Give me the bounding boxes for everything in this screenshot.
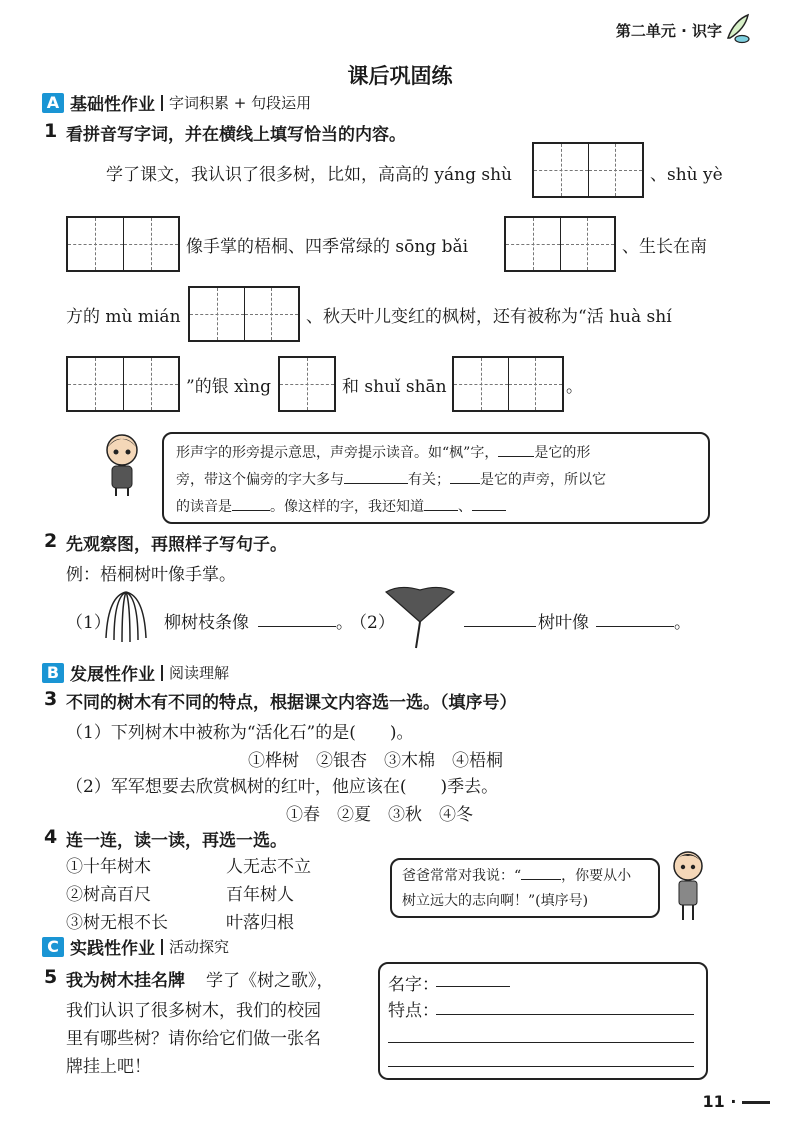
section-c-header <box>42 934 229 959</box>
feather-ink-icon <box>722 12 752 44</box>
question-prompt: 先观察图，再照样子写句子。 <box>66 535 287 555</box>
dad-quote-bubble <box>390 858 660 918</box>
blank[interactable] <box>498 456 534 457</box>
q1-line4-end: 。 <box>566 377 583 397</box>
feature-input-line[interactable] <box>388 1042 694 1043</box>
options: ①春 ②夏 ③秋 ④冬 <box>286 805 473 825</box>
match-right-item[interactable]: 人无志不立 <box>226 857 311 877</box>
section-letter-badge: C <box>42 937 64 957</box>
section-subtitle: 阅读理解 <box>169 664 230 682</box>
question-prompt: 不同的树木有不同的特点，根据课文内容选一选。（填序号） <box>66 693 517 713</box>
card-name-label: 名字： <box>388 975 439 995</box>
section-name: 发展性作业 <box>70 665 155 685</box>
example-sentence: 例：梧桐树叶像手掌。 <box>66 565 236 585</box>
answer-grid[interactable] <box>532 142 644 198</box>
bubble-text: 有关； <box>408 472 450 488</box>
question-number: 2 <box>44 530 58 552</box>
section-subtitle: 字词积累 + 句段运用 <box>169 94 312 112</box>
page-number <box>703 1092 771 1111</box>
item-label: （2） <box>350 613 395 633</box>
match-left-item[interactable]: ①十年树木 <box>66 857 151 877</box>
section-letter-badge: B <box>42 663 64 683</box>
question-prompt: 连一连，读一读，再选一选。 <box>66 831 287 851</box>
section-b-header <box>42 660 229 685</box>
question-prompt: 我为树木挂名牌 <box>66 971 185 991</box>
answer-grid[interactable] <box>278 356 336 412</box>
question-prompt: 看拼音写字词，并在横线上填写恰当的内容。 <box>66 125 406 145</box>
divider <box>161 939 163 955</box>
blank[interactable] <box>450 483 480 484</box>
feature-input-line[interactable] <box>436 1014 694 1015</box>
bubble-text: 是它的声旁，所以它 <box>480 472 606 488</box>
divider <box>161 665 163 681</box>
sub-question: （1）下列树木中被称为“活化石”的是( )。 <box>66 723 414 743</box>
q1-line2-tail: 、生长在南 <box>622 237 707 257</box>
section-a-header <box>42 90 311 115</box>
name-input-line[interactable] <box>436 986 510 987</box>
options: ①桦树 ②银杏 ③木棉 ④梧桐 <box>248 751 503 771</box>
blank[interactable] <box>472 510 506 511</box>
bubble-text: 、 <box>458 499 472 515</box>
answer-blank[interactable] <box>258 626 336 627</box>
question-number: 5 <box>44 966 58 988</box>
ginkgo-leaf-icon <box>380 582 460 650</box>
match-left-item[interactable]: ③树无根不长 <box>66 913 168 933</box>
section-name: 基础性作业 <box>70 95 155 115</box>
match-left-item[interactable]: ②树高百尺 <box>66 885 151 905</box>
q5-text: 里有哪些树？请你给它们做一张名 <box>66 1029 321 1049</box>
q5-text: 我们认识了很多树木，我们的校园 <box>66 1001 321 1021</box>
bubble-text: 是它的形 <box>534 445 591 461</box>
bubble-text: 树立远大的志向啊！”(填序号) <box>402 893 589 909</box>
answer-grid[interactable] <box>66 356 180 412</box>
boy-character-icon <box>668 848 708 922</box>
blank[interactable] <box>521 879 561 880</box>
match-right-item[interactable]: 叶落归根 <box>226 913 294 933</box>
blank[interactable] <box>232 510 270 511</box>
ginkgo-sentence: 树叶像 <box>538 613 589 633</box>
bubble-text: 。像这样的字，我还知道 <box>270 499 424 515</box>
blank[interactable] <box>344 483 408 484</box>
divider <box>161 95 163 111</box>
q1-line4-mid: 和 shuǐ shān <box>342 377 447 397</box>
page-number-text: 11 · <box>702 1092 737 1111</box>
q1-line2-text: 像手掌的梧桐、四季常绿的 sōng bǎi <box>186 237 469 257</box>
girl-character-icon <box>98 430 146 498</box>
section-letter-badge: A <box>42 93 64 113</box>
blank[interactable] <box>424 510 458 511</box>
hint-bubble <box>162 432 710 524</box>
bubble-text: 旁，带这个偏旁的字大多与 <box>176 472 344 488</box>
question-number: 1 <box>44 120 58 142</box>
question-number: 4 <box>44 826 58 848</box>
period: 。 <box>336 613 353 633</box>
sub-question: （2）军军想要去欣赏枫树的红叶，他应该在( )季去。 <box>66 777 499 797</box>
page-title: 课后巩固练 <box>347 63 453 88</box>
period: 。 <box>674 613 691 633</box>
q1-line1-tail: 、shù yè <box>650 165 723 185</box>
unit-header: 第二单元 · 识字 <box>615 22 722 40</box>
feature-input-line[interactable] <box>388 1066 694 1067</box>
bubble-text: ，你要从小 <box>561 868 632 884</box>
page-rule <box>742 1101 770 1104</box>
willow-sentence: 柳树枝条像 <box>164 613 249 633</box>
bubble-text: 形声字的形旁提示意思，声旁提示读音。如“枫”字， <box>176 445 499 461</box>
q5-text: 学了《树之歌》， <box>206 971 334 991</box>
q1-line3-text: 方的 mù mián <box>66 307 181 327</box>
card-feature-label: 特点： <box>388 1001 439 1021</box>
section-subtitle: 活动探究 <box>169 938 230 956</box>
willow-tree-icon <box>98 588 154 644</box>
answer-blank[interactable] <box>464 626 536 627</box>
answer-grid[interactable] <box>452 356 564 412</box>
question-number: 3 <box>44 688 58 710</box>
q1-line3-tail: 、秋天叶儿变红的枫树，还有被称为“活 huà shí <box>306 307 672 327</box>
match-right-item[interactable]: 百年树人 <box>226 885 294 905</box>
answer-grid[interactable] <box>188 286 300 342</box>
bubble-text: 的读音是 <box>176 499 232 515</box>
answer-blank[interactable] <box>596 626 674 627</box>
bubble-text: 爸爸常常对我说：“ <box>402 868 522 884</box>
answer-grid[interactable] <box>66 216 180 272</box>
section-name: 实践性作业 <box>70 939 155 959</box>
q1-line4-text: ”的银 xìng <box>186 377 271 397</box>
answer-grid[interactable] <box>504 216 616 272</box>
item-label: （1） <box>66 613 111 633</box>
q1-line1-text: 学了课文，我认识了很多树，比如，高高的 yáng shù <box>106 165 512 185</box>
q5-text: 牌挂上吧！ <box>66 1057 151 1077</box>
